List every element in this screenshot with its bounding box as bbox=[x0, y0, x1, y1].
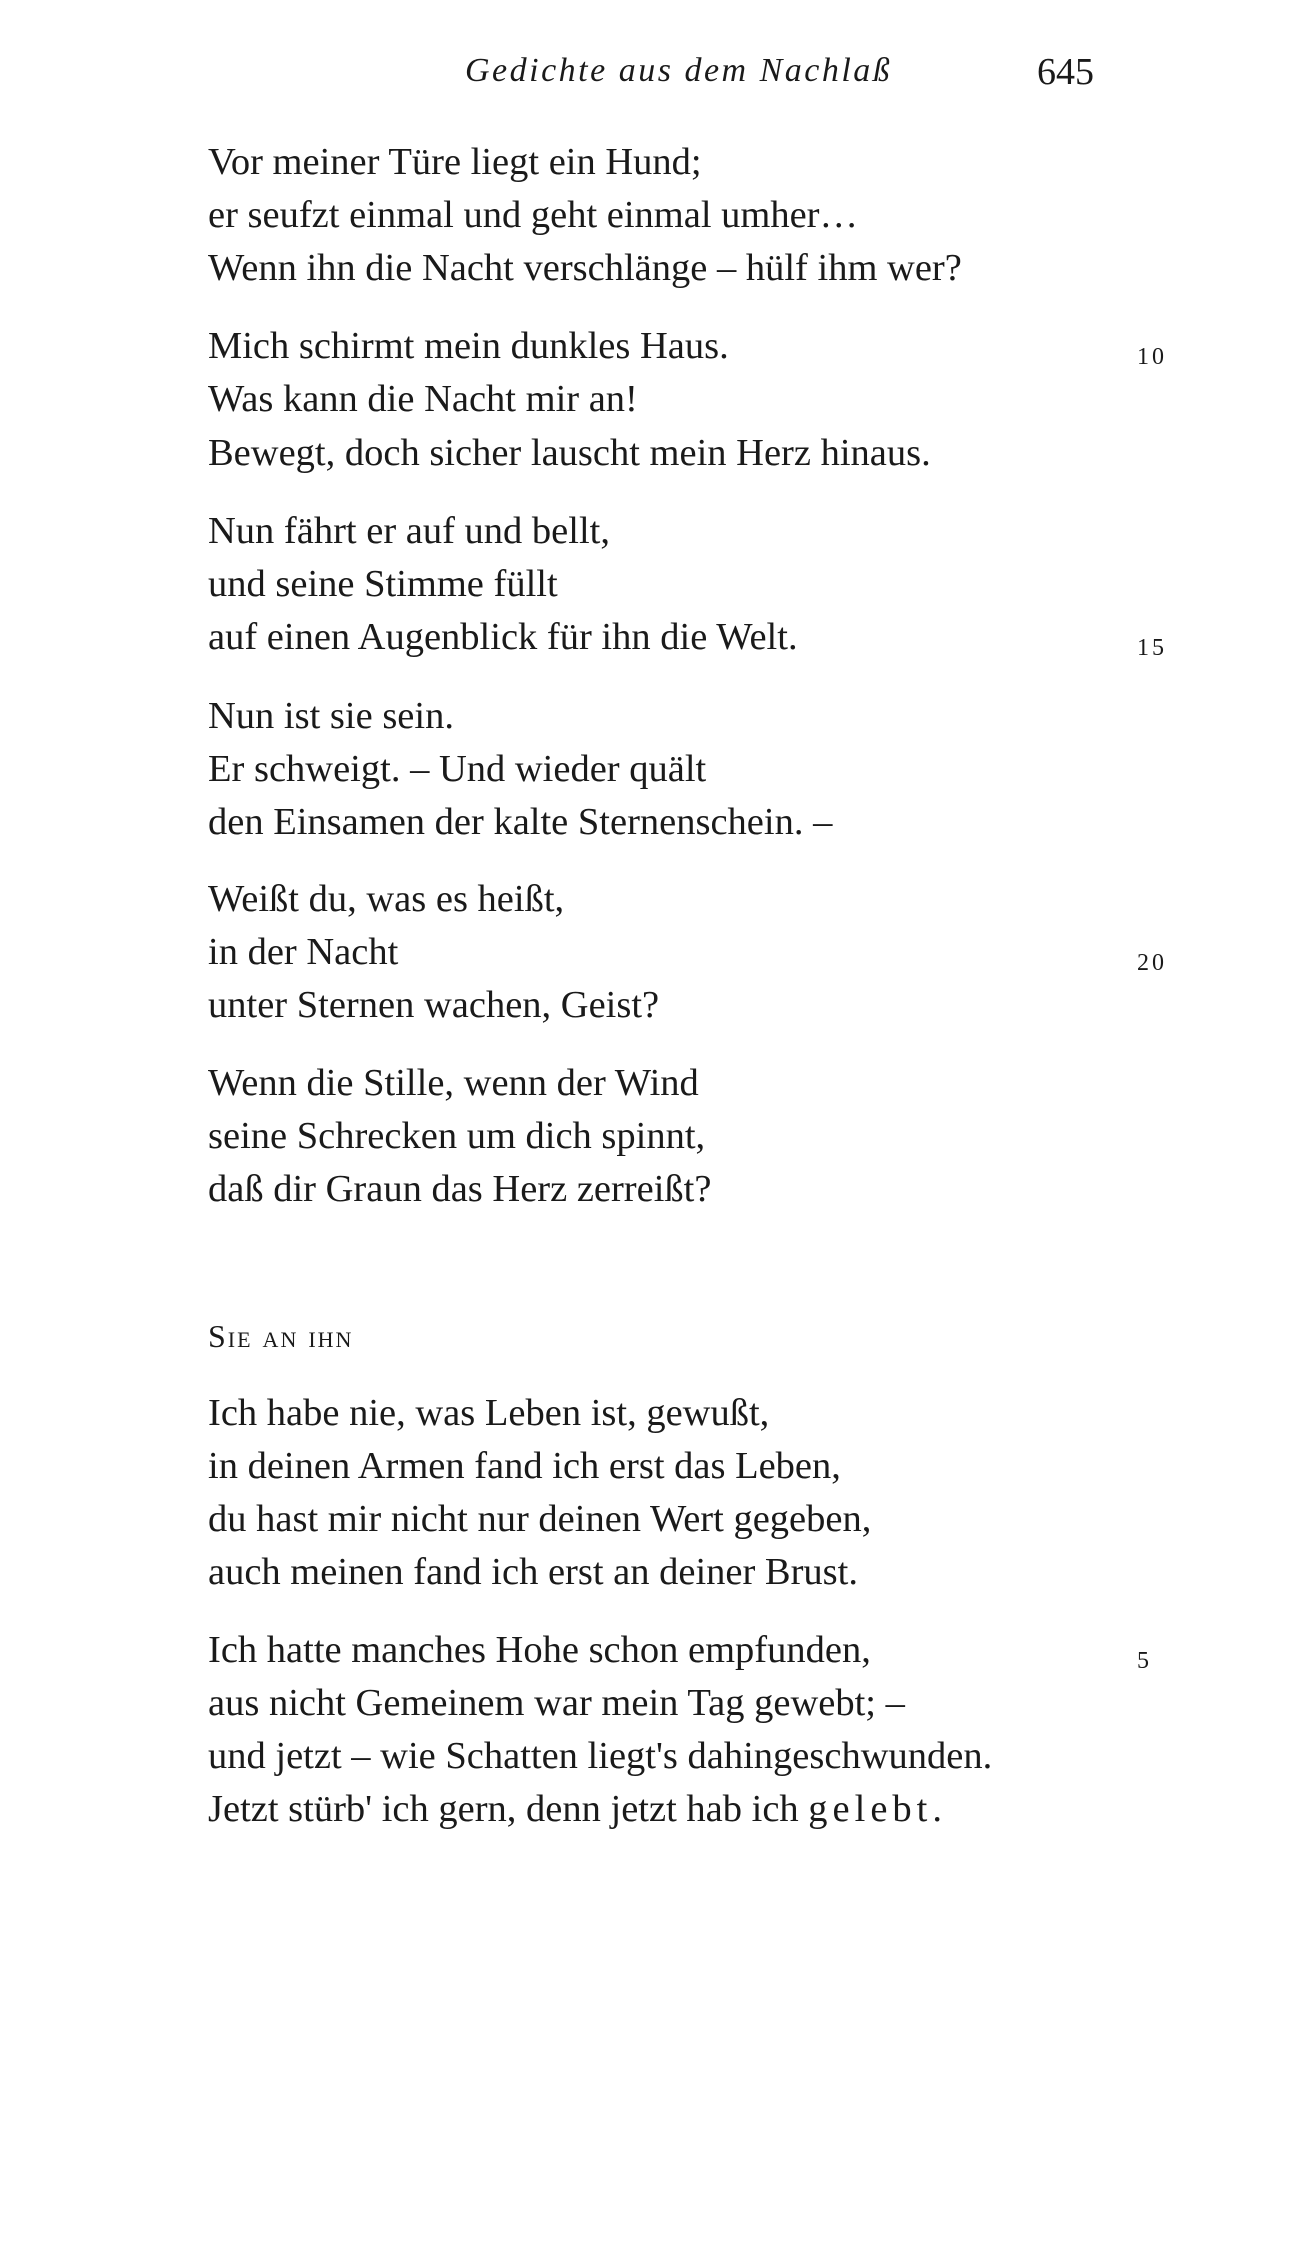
poem-line: Nun fährt er auf und bellt, bbox=[208, 510, 610, 552]
poem-line: Wenn ihn die Nacht verschlänge – hülf ihm wer? bbox=[208, 247, 962, 289]
running-title: Gedichte aus dem Nachlaß bbox=[465, 52, 893, 89]
emphasized-word: gelebt. bbox=[808, 1788, 947, 1830]
line-number: 5 bbox=[1137, 1648, 1152, 1674]
line-number: 20 bbox=[1137, 950, 1167, 976]
poem-line: daß dir Graun das Herz zerreißt? bbox=[208, 1168, 712, 1210]
poem-title: Sie an ihn bbox=[208, 1318, 354, 1354]
poem-line: auch meinen fand ich erst an deiner Brust. bbox=[208, 1551, 858, 1593]
line-number: 15 bbox=[1137, 635, 1167, 661]
poem-line: unter Sternen wachen, Geist? bbox=[208, 984, 660, 1026]
poem-line: Wenn die Stille, wenn der Wind bbox=[208, 1062, 699, 1104]
poem-line: Ich hatte manches Hohe schon empfunden, bbox=[208, 1629, 871, 1671]
page-number: 645 bbox=[1037, 51, 1094, 93]
poem-line: Er schweigt. – Und wieder quält bbox=[208, 748, 707, 790]
poem-line: Ich habe nie, was Leben ist, gewußt, bbox=[208, 1392, 770, 1434]
poem-line: in deinen Armen fand ich erst das Leben, bbox=[208, 1445, 841, 1487]
poem-line: Bewegt, doch sicher lauscht mein Herz hinaus. bbox=[208, 432, 931, 474]
poem-line: und jetzt – wie Schatten liegt's dahingeschwunden. bbox=[208, 1735, 993, 1777]
line-number: 10 bbox=[1137, 344, 1167, 370]
poem-line: und seine Stimme füllt bbox=[208, 563, 558, 605]
poem-line: Nun ist sie sein. bbox=[208, 695, 454, 737]
poem-line: Vor meiner Türe liegt ein Hund; bbox=[208, 141, 702, 183]
poem-line: Was kann die Nacht mir an! bbox=[208, 378, 638, 420]
poem-line: auf einen Augenblick für ihn die Welt. bbox=[208, 616, 798, 658]
poem-line: aus nicht Gemeinem war mein Tag gewebt; – bbox=[208, 1682, 905, 1724]
poem-line: in der Nacht bbox=[208, 931, 399, 973]
poem-line: du hast mir nicht nur deinen Wert gegeben, bbox=[208, 1498, 872, 1540]
poem-line: seine Schrecken um dich spinnt, bbox=[208, 1115, 706, 1157]
poem-line: Weißt du, was es heißt, bbox=[208, 878, 565, 920]
poem-line bbox=[208, 1790, 947, 1829]
poem-line: den Einsamen der kalte Sternenschein. – bbox=[208, 801, 833, 843]
poem-line: Mich schirmt mein dunkles Haus. bbox=[208, 325, 729, 367]
poem-line-text: Jetzt stürb' ich gern, denn jetzt hab ich bbox=[208, 1788, 809, 1830]
poem-line: er seufzt einmal und geht einmal umher… bbox=[208, 194, 859, 236]
